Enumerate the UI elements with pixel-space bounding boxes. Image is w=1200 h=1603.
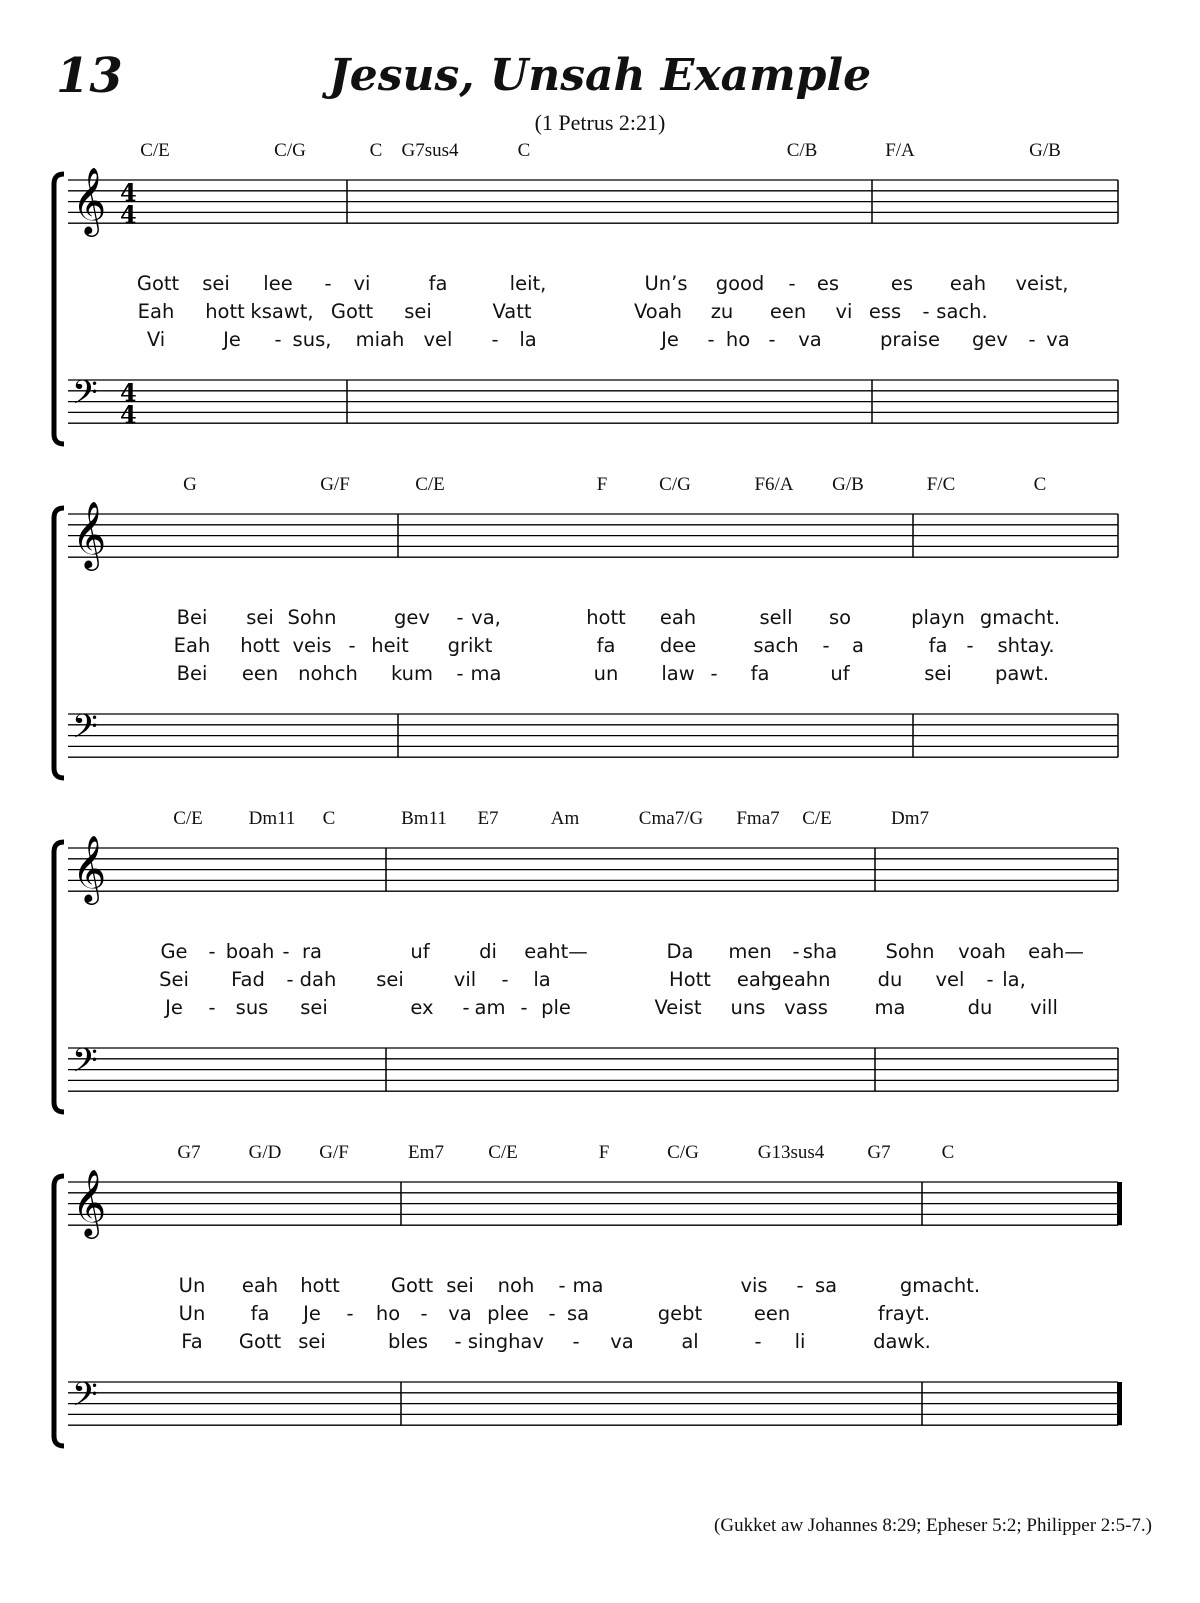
chord-symbol: Am: [550, 808, 580, 829]
lyric-syllable: vis: [740, 1274, 768, 1297]
lyric-syllable: -: [454, 1330, 462, 1353]
chord-symbol: C: [517, 140, 531, 161]
lyric-syllable: -: [548, 1302, 556, 1325]
lyric-syllable: nohch: [298, 662, 358, 685]
chord-symbol: C: [941, 1142, 955, 1163]
lyric-syllable: li: [794, 1330, 806, 1353]
chord-symbol: G13sus4: [757, 1142, 825, 1163]
lyric-syllable: een: [769, 300, 807, 323]
system-bracket: [54, 842, 64, 1112]
lyric-syllable: sach.: [936, 300, 988, 323]
lyric-syllable: -: [286, 968, 294, 991]
lyric-syllable: -: [707, 328, 715, 351]
lyric-syllable: eah: [659, 606, 697, 629]
chord-symbol: C: [322, 808, 336, 829]
chord-symbol: G/B: [832, 474, 864, 495]
lyric-syllable: la,: [1002, 968, 1026, 991]
lyric-syllable: -: [572, 1330, 580, 1353]
lyric-syllable: ess: [868, 300, 902, 323]
lyric-syllable: va: [610, 1330, 634, 1353]
lyric-syllable: uf: [410, 940, 430, 963]
lyric-syllable: -: [420, 1302, 428, 1325]
lyric-syllable: la: [533, 968, 551, 991]
lyric-syllable: boah: [225, 940, 275, 963]
chord-symbol: Fma7: [736, 808, 780, 829]
chord-symbol: F/A: [885, 140, 915, 161]
chord-symbol: F6/A: [754, 474, 794, 495]
lyric-syllable: -: [754, 1330, 762, 1353]
lyric-syllable: a: [852, 634, 864, 657]
lyric-syllable: ksawt,: [250, 300, 314, 323]
music-system-2: [50, 474, 1160, 774]
final-barline: [1117, 1382, 1122, 1425]
lyric-syllable: -: [282, 940, 290, 963]
lyric-syllable: dawk.: [873, 1330, 931, 1353]
lyric-syllable: dee: [659, 634, 697, 657]
lyric-syllable: -: [501, 968, 509, 991]
lyric-syllable: ma: [572, 1274, 604, 1297]
lyric-syllable: sa: [566, 1302, 590, 1325]
lyric-syllable: vill: [1030, 996, 1058, 1019]
chord-symbol: G/D: [248, 1142, 282, 1163]
lyric-syllable: fa: [750, 662, 770, 685]
lyric-syllable: sei: [298, 1330, 326, 1353]
lyric-syllable: leit,: [509, 272, 547, 295]
bass-staff: [68, 708, 1118, 757]
lyric-syllable: heit: [371, 634, 409, 657]
lyric-syllable: -: [462, 996, 470, 1019]
lyric-syllable: so: [828, 606, 852, 629]
lyric-syllable: -: [788, 272, 796, 295]
lyric-syllable: ra: [302, 940, 322, 963]
lyric-syllable: ex: [410, 996, 434, 1019]
time-signature: 4: [120, 200, 137, 229]
lyric-syllable: -: [456, 606, 464, 629]
lyric-syllable: Je: [303, 1302, 321, 1325]
lyric-syllable: Un’s: [644, 272, 688, 295]
hymn-number: 13: [56, 48, 123, 104]
lyric-syllable: law: [661, 662, 695, 685]
lyric-syllable: eah: [949, 272, 987, 295]
lyric-syllable: lee: [263, 272, 293, 295]
chord-symbol: C/E: [173, 808, 203, 829]
chord-symbol: E7: [477, 808, 499, 829]
lyric-syllable: -: [796, 1274, 804, 1297]
lyric-syllable: al: [681, 1330, 699, 1353]
lyric-syllable: di: [479, 940, 497, 963]
lyric-syllable: grikt: [447, 634, 493, 657]
lyric-syllable: frayt.: [877, 1302, 931, 1325]
lyric-syllable: Gott: [136, 272, 180, 295]
lyric-syllable: ho: [375, 1302, 401, 1325]
lyric-syllable: veist,: [1015, 272, 1069, 295]
lyric-syllable: een: [241, 662, 279, 685]
lyric-syllable: vi: [353, 272, 371, 295]
chord-symbol: Cma7/G: [638, 808, 704, 829]
lyric-syllable: -: [274, 328, 282, 351]
lyric-syllable: veis: [292, 634, 332, 657]
lyric-syllable: Je: [661, 328, 679, 351]
lyric-syllable: sha: [802, 940, 838, 963]
treble-clef-icon: 𝄞: [72, 500, 107, 568]
staff-graphics: [50, 1142, 1160, 1442]
chord-symbol: C/E: [488, 1142, 518, 1163]
lyric-syllable: un: [593, 662, 619, 685]
lyric-syllable: Gott: [330, 300, 374, 323]
lyric-syllable: du: [877, 968, 903, 991]
scripture-reference: (1 Petrus 2:21): [534, 110, 666, 135]
lyric-syllable: gev: [394, 606, 430, 629]
lyric-syllable: eah: [736, 968, 774, 991]
lyric-syllable: vass: [784, 996, 828, 1019]
chord-symbol: G7: [867, 1142, 891, 1163]
bass-clef-icon: 𝄢: [72, 1376, 98, 1422]
lyric-syllable: sei: [446, 1274, 474, 1297]
footer-reference: (Gukket aw Johannes 8:29; Epheser 5:2; Philipper 2:5-7.): [714, 1515, 1152, 1536]
bass-staff: [68, 1376, 1122, 1425]
lyric-syllable: -: [558, 1274, 566, 1297]
lyric-syllable: plee: [487, 1302, 529, 1325]
lyric-syllable: Veist: [654, 996, 702, 1019]
lyric-syllable: Fad: [231, 968, 265, 991]
lyric-syllable: noh: [497, 1274, 535, 1297]
lyric-syllable: ma: [470, 662, 502, 685]
lyric-syllable: Un: [178, 1302, 206, 1325]
lyric-syllable: men: [728, 940, 772, 963]
lyric-syllable: Bei: [176, 606, 208, 629]
chord-symbol: C/G: [667, 1142, 699, 1163]
treble-clef-icon: 𝄞: [72, 834, 107, 902]
lyric-syllable: zu: [710, 300, 734, 323]
lyric-syllable: sei: [300, 996, 328, 1019]
lyric-syllable: uns: [730, 996, 766, 1019]
final-barline: [1117, 1182, 1122, 1225]
lyric-syllable: -: [768, 328, 776, 351]
lyric-syllable: pawt.: [994, 662, 1050, 685]
music-system-3: [50, 808, 1160, 1108]
lyric-syllable: bles: [388, 1330, 428, 1353]
lyric-syllable: sei: [202, 272, 230, 295]
lyric-syllable: Vatt: [492, 300, 532, 323]
lyric-syllable: -: [208, 940, 216, 963]
lyric-syllable: voah: [958, 940, 1006, 963]
lyric-syllable: sach: [753, 634, 799, 657]
lyric-syllable: es: [890, 272, 914, 295]
lyric-syllable: Un: [178, 1274, 206, 1297]
lyric-syllable: Je: [165, 996, 183, 1019]
lyric-syllable: gev: [972, 328, 1008, 351]
lyric-syllable: -: [348, 634, 356, 657]
chord-symbol: C: [1033, 474, 1047, 495]
lyric-syllable: hav: [508, 1330, 544, 1353]
lyric-syllable: -: [324, 272, 332, 295]
chord-symbol: G7: [177, 1142, 201, 1163]
lyric-syllable: Hott: [669, 968, 711, 991]
time-signature: 4: [120, 378, 137, 407]
lyric-syllable: Sohn: [885, 940, 935, 963]
lyric-syllable: vi: [835, 300, 853, 323]
lyric-syllable: Gott: [390, 1274, 434, 1297]
lyric-syllable: -: [986, 968, 994, 991]
chord-symbol: C/B: [786, 140, 818, 161]
lyric-syllable: sei: [924, 662, 952, 685]
lyric-syllable: va: [798, 328, 822, 351]
bass-staff: [68, 374, 1118, 429]
lyric-syllable: -: [520, 996, 528, 1019]
lyric-syllable: hott: [240, 634, 280, 657]
lyric-syllable: Sei: [159, 968, 189, 991]
lyric-syllable: Sohn: [287, 606, 337, 629]
chord-symbol: G7sus4: [401, 140, 459, 161]
chord-symbol: C/E: [415, 474, 445, 495]
lyric-syllable: eah—: [1028, 940, 1084, 963]
system-bracket: [54, 174, 64, 444]
lyric-syllable: gebt: [657, 1302, 703, 1325]
lyric-syllable: la: [519, 328, 537, 351]
lyric-syllable: sei: [246, 606, 274, 629]
chord-symbol: F/C: [926, 474, 956, 495]
treble-staff: [68, 834, 1118, 905]
chord-symbol: Em7: [408, 1142, 444, 1163]
lyric-syllable: -: [792, 940, 800, 963]
chord-symbol: G: [183, 474, 197, 495]
lyric-syllable: Eah: [137, 300, 175, 323]
lyric-syllable: Je: [223, 328, 241, 351]
lyric-syllable: fa: [250, 1302, 270, 1325]
bass-clef-icon: 𝄢: [72, 374, 98, 420]
hymn-title: Jesus, Unsah Example: [328, 50, 872, 101]
lyric-syllable: shtay.: [997, 634, 1055, 657]
lyric-syllable: va: [1046, 328, 1070, 351]
lyric-syllable: good: [715, 272, 765, 295]
lyric-syllable: -: [710, 662, 718, 685]
lyric-syllable: va,: [471, 606, 501, 629]
lyric-syllable: uf: [830, 662, 850, 685]
lyric-syllable: va: [448, 1302, 472, 1325]
lyric-syllable: vel: [423, 328, 453, 351]
lyric-syllable: -: [922, 300, 930, 323]
lyric-syllable: -: [456, 662, 464, 685]
lyric-syllable: eaht—: [524, 940, 588, 963]
treble-clef-icon: 𝄞: [72, 166, 107, 234]
lyric-syllable: -: [346, 1302, 354, 1325]
treble-clef-icon: 𝄞: [72, 1168, 107, 1236]
lyric-syllable: hott: [300, 1274, 340, 1297]
lyric-syllable: hott: [586, 606, 626, 629]
lyric-syllable: gmacht.: [899, 1274, 981, 1297]
lyric-syllable: vil: [453, 968, 477, 991]
lyric-syllable: ho: [725, 328, 751, 351]
bass-clef-icon: 𝄢: [72, 1042, 98, 1088]
chord-symbol: C/G: [274, 140, 306, 161]
treble-staff: [68, 166, 1118, 237]
lyric-syllable: Eah: [173, 634, 211, 657]
lyric-syllable: miah: [355, 328, 405, 351]
lyric-syllable: vel: [935, 968, 965, 991]
lyric-syllable: Da: [666, 940, 694, 963]
lyric-syllable: -: [1028, 328, 1036, 351]
lyric-syllable: praise: [880, 328, 940, 351]
lyric-syllable: sei: [404, 300, 432, 323]
lyric-syllable: Vi: [146, 328, 166, 351]
lyric-syllable: sing: [467, 1330, 509, 1353]
lyric-syllable: fa: [596, 634, 616, 657]
lyric-syllable: sus,: [292, 328, 332, 351]
lyric-syllable: -: [208, 996, 216, 1019]
system-bracket: [54, 1176, 64, 1446]
lyric-syllable: geahn: [769, 968, 831, 991]
chord-symbol: Dm7: [891, 808, 929, 829]
chord-symbol: C: [369, 140, 383, 161]
lyric-syllable: -: [491, 328, 499, 351]
music-system-1: [50, 140, 1160, 440]
chord-symbol: G/F: [320, 474, 350, 495]
treble-staff: [68, 1168, 1122, 1239]
chord-symbol: C/G: [659, 474, 691, 495]
chord-symbol: F: [598, 1142, 610, 1163]
lyric-syllable: Voah: [633, 300, 683, 323]
lyric-syllable: sus: [235, 996, 269, 1019]
bass-clef-icon: 𝄢: [72, 708, 98, 754]
lyric-syllable: kum: [390, 662, 434, 685]
lyric-syllable: een: [753, 1302, 791, 1325]
lyric-syllable: du: [967, 996, 993, 1019]
lyric-syllable: am: [474, 996, 506, 1019]
lyric-syllable: dah: [299, 968, 337, 991]
treble-staff: [68, 500, 1118, 571]
lyric-syllable: sei: [376, 968, 404, 991]
lyric-syllable: Fa: [181, 1330, 203, 1353]
chord-symbol: Bm11: [401, 808, 447, 829]
chord-symbol: C/E: [802, 808, 832, 829]
music-system-4: [50, 1142, 1160, 1442]
chord-symbol: F: [596, 474, 608, 495]
time-signature: 4: [120, 400, 137, 429]
lyric-syllable: gmacht.: [979, 606, 1061, 629]
lyric-syllable: ple: [541, 996, 571, 1019]
chord-symbol: G/F: [319, 1142, 349, 1163]
lyric-syllable: eah: [241, 1274, 279, 1297]
lyric-syllable: Gott: [238, 1330, 282, 1353]
lyric-syllable: sa: [814, 1274, 838, 1297]
lyric-syllable: sell: [759, 606, 793, 629]
lyric-syllable: ma: [874, 996, 906, 1019]
chord-symbol: G/B: [1029, 140, 1061, 161]
lyric-syllable: hott: [205, 300, 245, 323]
lyric-syllable: fa: [428, 272, 448, 295]
lyric-syllable: -: [966, 634, 974, 657]
lyric-syllable: playn: [911, 606, 965, 629]
lyric-syllable: fa: [928, 634, 948, 657]
lyric-syllable: Ge: [160, 940, 188, 963]
bass-staff: [68, 1042, 1118, 1091]
lyric-syllable: es: [816, 272, 840, 295]
time-signature: 4: [120, 178, 137, 207]
lyric-syllable: -: [822, 634, 830, 657]
lyric-syllable: Bei: [176, 662, 208, 685]
chord-symbol: C/E: [140, 140, 170, 161]
system-bracket: [54, 508, 64, 778]
chord-symbol: Dm11: [248, 808, 296, 829]
